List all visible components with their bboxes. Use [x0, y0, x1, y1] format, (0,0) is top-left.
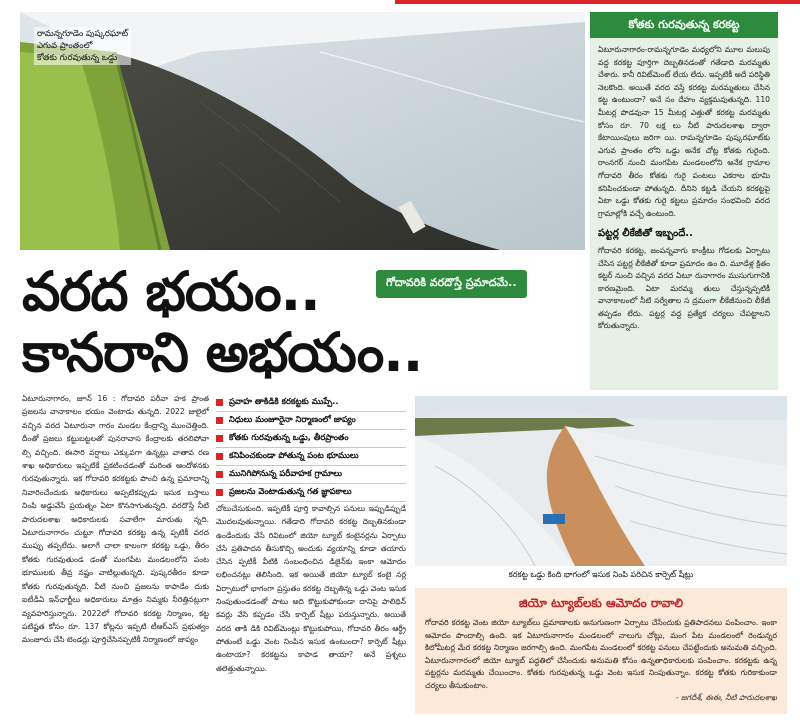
photo2-caption: కరకట్ట ఒడ్డు కింది భాగంలో ఇసుక నింపి పరిచిన కార్పెట్ షీట్లు: [508, 570, 694, 579]
sidebar-paragraph: గోదావరి కరకట్ట, జంపన్నవాగు కాంక్రీటు గోడలకు ఏర్పాటు చేసిన పట్టర్ల లీకేజీతో కూడా ప్రమాదం ఉం ది. మూడేళ్ల క్రితం కట్టర్ నుంచి వచ్చిన వరద ఏటూ రునాగారం ముసుగుగానికి కారణమైంది. ఏటా మరమ్మ తులు చేస్తున్నప్పటికీ వానాకాలంలో నీటి సర్వేతాల స ద్రమంగా లీకేజీనుంచి లీకేజీ తప్పడం లేదు. పట్టర్ల వద్ద ప్రత్యేక చర్యలు చేపట్టాలని కోరుతున్నారు.: [598, 245, 770, 331]
photo1-caption-line: కోతకు గురవుతున్న ఒడ్డు: [37, 53, 118, 63]
bullet-square-icon: [216, 435, 223, 442]
bullet-square-icon: [216, 399, 223, 406]
headline-line1: వరద భయం..: [22, 260, 320, 323]
photo1-caption-line: రామన్నగూడెం పుష్కరఘాట్: [37, 29, 129, 39]
photo1-caption: [34, 27, 131, 65]
bullet-square-icon: [216, 453, 223, 460]
top-red-bar: [395, 0, 800, 4]
bullet-square-icon: [216, 489, 223, 496]
highlights-list: [216, 394, 406, 502]
headline-tagline: గోదావరికి వరదొస్తే ప్రమాదమే..: [376, 270, 527, 298]
bullet-square-icon: [216, 471, 223, 478]
highlight-item: [216, 448, 406, 466]
highlight-text: కనిపించకుండా పోతున్న పంట భూములు: [229, 450, 359, 460]
highlight-item: [216, 430, 406, 448]
bullet-square-icon: [216, 417, 223, 424]
article-column-2: చోటుచేసుకుంది. ఇప్పటికీ పూర్తి కావాల్సిన పనులు ఇప్పుడిప్పుడే మొదలవుతున్నాయి. గతేడాది గోదావరి కరకట్ట దెబ్బతినకుండా ఉండేందుకు వేసే రివిటంలో జియో ట్యూబ్ కంటైనర్లను ఏర్పాటు చేసే ప్రతిపాదన తీసుకొచ్చి అందుకు వ్యయాన్ని కూడా తయారు చేసిన ప్పటికీ వీటికి సంబంధించిన డిజైన్‌కు ఇంకా ఆమోదం లభించనట్లు తెలిసింది. ఇక అయితే జియో ట్యూబ్ కంటై నర్ల ఏర్పాటులో భాగంగా ప్రస్తుతం కరకట్ట దెబ్బతిన్న ఒడ్డు వెంట ఇసుక నింపుతుండడంతో పాటు అది కొట్టుకుపోకుండా దానిపై పాలిథిన్ కవర్లు వేసి కప్పడం చేసి కార్పెట్ షీట్లు పరుస్తున్నారు. అయితే వరద తాకి డికి రివిట్‌మెంట్లు కొట్టుకుపోయి, గోదావరి తీరం ఆర్ధ్రీ పోతుంటే ఒడ్డు వెంట నింపిన ఇసుక ఉంటుందా? కార్పెట్ షీట్లు ఉంటాయా? కరకట్టను కాపాడ తాయా? అనే ప్రశ్నలు తలెత్తుతున్నాయి.: [216, 504, 406, 673]
sand-carpet-sheets-photo: [415, 396, 787, 566]
sidebar-box: [590, 12, 778, 390]
article-column-1: ఏటూరునాగారం, జూన్ 16 : గోదావరి పరీవా హక ప్రాంత ప్రజలను వానాకాలం భయం వెంటాడు తున్నది. 2022 జులైలో వచ్చిన వరద ఏటూరునా గారం మండల కేంద్రాన్ని ముంచెత్తింది. దీంతో ప్రజలు కట్టుబట్టలతో పునరావాస కేంద్రాలకు తరలిపోవా ల్సి వచ్చింది. ఈసారి వర్షాలు ఎక్కువగా ఉన్నట్లు వాతావ రణ శాఖ అధికారులు ఇప్పటికే ప్రకటించడంతో మరింత ఆందోళనకు గురవుతున్నారు. ఇక గోదావరి కరకట్టకు పొంచి ఉన్న ప్రమాదాన్ని నివారించేందుకు అధికారులు అప్పటికప్పుడు ఇసుక బస్తాలు నింపి అడ్డువేసే ప్రయత్నం ఏటా కొనసాగుతున్నది. వరదొస్తే నీటి పారుదలశాఖ అధికారులకు సవాలేగా మారుతు న్నది. ఏటూరునాగారం చుట్టూ గోదావరి కరకట్ట ఉన్న ప్పటికీ వరద ముప్పు తప్పలేదు. అలాగే చాలా కాలంగా కరకట్ట ఒడ్డు, తీరం కోతకు గురవుతుండ డంతో మంగపేట మండలంలోని పంట భూములకు తీవ్ర నష్టం వాటిల్లుతున్నది. పుష్కరతీరం కూడా కోతకు గురవుతున్నది. వీటి నుంచి ప్రజలను కాపాడేం దుకు ఐటీడీఏ ఇన్‌ఛార్జీలు అధికారులు మాత్రం నిమ్మకు నీరెత్తినట్లుగా వ్యవహరిస్తున్నారు. 2022లో గోదావరి కరకట్ట నిర్మాణం, కట్ట పటిష్టత కోసం రూ. 137 కోట్లను ఇప్పటి టీఆర్ఎస్ ప్రభుత్వం మంజూరు చేసి టెండర్లు పూర్తిచేసినప్పటికీ నిర్మాణంలో జాప్యం: [22, 394, 209, 645]
sidebar-title: కోతకు గురవుతున్న కరకట్ట: [590, 12, 778, 38]
quote-box-title: జియో ట్యూబ్‌లకు ఆమోదం రావాలి: [518, 596, 684, 610]
sidebar-subheading: పట్టర్ల లీకేజీతో ఇబ్బందే..: [598, 228, 693, 240]
highlight-item: [216, 484, 406, 502]
highlight-text: మునిగిపోనున్న పరీవాహక గ్రామాలు: [229, 468, 343, 478]
sidebar-body: [590, 38, 778, 333]
highlight-item: [216, 466, 406, 484]
photo1-caption-line: ఎగువ ప్రాంతంలో: [37, 41, 93, 51]
quote-box-text: గోదావరి కరకట్ట వెంట జియో ట్యూబ్‌లు ప్రమాణాలకు అనుగుణంగా ఏర్పాటు చేసేందుకు ప్రతిపాదనలు పంపించాం. ఇంకా ఆమోదం పొందాల్సి ఉంది. ఇక ఏటూరునాగారం మండలంలో నాలుగు చోట్లు, మంగ పేట మండలంలో రెండున్నర కిలోమీటర్ల మేర కరకట్ట నిర్మాణం జరగాల్సి ఉంది. మంగపేట మండలంలో కరకట్ట పనులు చేపట్టేందుకు అనుమతి వచ్చింది. ఏటూరునాగారంలో జియో ట్యూబ్ పద్ధతిలో చేసేందుకు అనుమతి కోసం ఉన్నతాధికారులకు పంపించాం. కరకట్టకు ఉన్న పట్టర్లను మరమ్మతు చేయించాం. కోతకు గురవుతున్న ఒడ్డు వెంట ఇసుక నింపుతున్నాం. కరకట్ట కోతకు గురికాకుండా చర్యలు తీసుకుంటాం.: [425, 618, 777, 690]
highlight-text: ప్రజలను వెంటాడుతున్న గత జ్ఞాపకాలు: [229, 486, 352, 496]
officer-quote-box: [415, 588, 787, 714]
highlight-text: ప్రవాహ తాకిడికి కరకట్టకు ముప్పే..: [229, 396, 339, 406]
highlight-text: నిధులు మంజూరైనా నిర్మాణంలో జాప్యం: [229, 414, 356, 424]
sidebar-paragraph: ఏటూరునాగారం-రామన్నగూడెం మధ్యలోని మూల మలుపు వద్ద కరకట్ట పూర్తిగా దెబ్బతినడంతో గతేడాది మరమ్మతు చేశారు. కానీ రివిట్‌మెంట్ లేయ లేదు. ఇప్పటికీ అదే పరిస్థితి నెలకొంది. అయితే వరద వస్తే కరకట్ట మరమ్మతులు చేసిన కట్ట ఉంటుందా? అనే సం దేహం వ్యక్తమవుతున్నది. 110 మీటర్ల పొడవునా 15 మీటర్ల ఎత్తుతో కరకట్ట మరమ్మతు కోసం రూ. 70 లక్ష లు నీటి పారుదలశాఖ ద్వారా కేటాయింపులు జరిగా యి. రామన్నగూడెం పుష్కరఘాట్‌కు ఎగువ ప్రాంతం లోని ఒడ్డు అనేక చోట్ల కోతకు గురైంది. రాంనగర్ నుంచి మంగపేట మండలంలోని అనేక గ్రామాల గోదావరి తీరం కోతకు గురై పంటలు ఎకరాల భూమి కనిపించకుండా పోతున్నది. దీనిని కట్టడి చేయని కరకట్టపై ఏటా ఒడ్డు కోతకు గురై కట్టలు ప్రమాదం సంభవించి వరద గ్రామాల్లోకి వచ్చే ఉంటుంది.: [598, 45, 770, 218]
quote-box-signature: - జగదీశ్, ఈఈ, నీటి పారుదలశాఖ: [675, 692, 777, 702]
highlight-text: కోతకు గురవుతున్న ఒడ్డు, తీరప్రాంతం: [229, 432, 349, 442]
highlight-item: [216, 412, 406, 430]
headline-line2: కానరాని అభయం..: [22, 321, 423, 384]
highlight-item: [216, 394, 406, 412]
